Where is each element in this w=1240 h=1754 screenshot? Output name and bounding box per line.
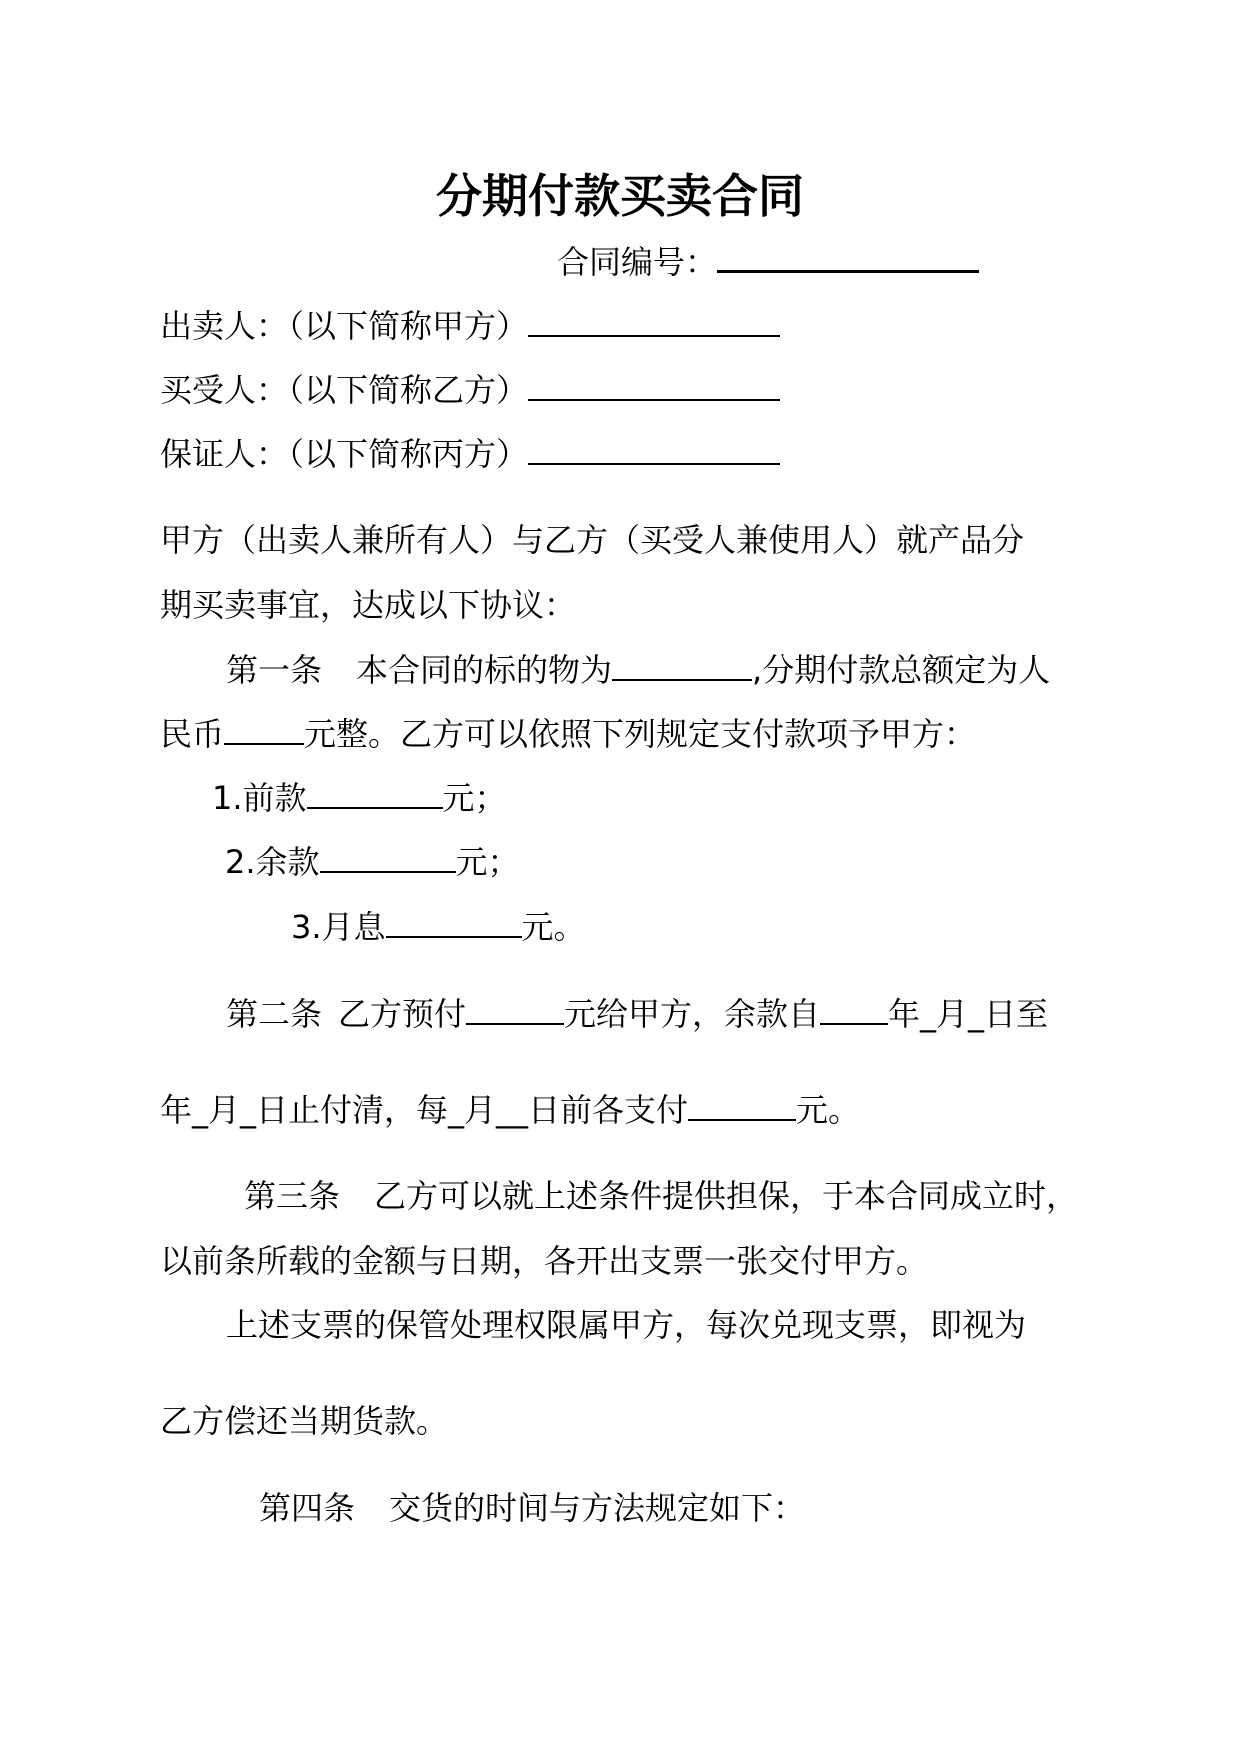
article1-text-c: 民币 (160, 715, 225, 753)
article2-text-d: 年_月_日止付清，每_月__日前各支付 (160, 1091, 689, 1129)
party-guarantor-blank[interactable] (528, 433, 780, 465)
party-seller-label: 出卖人：（以下简称甲方） (160, 307, 529, 345)
article2-text-a: 乙方预付 (338, 995, 467, 1033)
item-down-payment-unit: 元； (442, 779, 507, 817)
party-buyer-label: 买受人：（以下简称乙方） (160, 371, 529, 409)
party-guarantor-label: 保证人：（以下简称丙方） (160, 435, 529, 473)
article2-text-b: 元给甲方，余款自 (564, 995, 821, 1033)
item-balance (225, 841, 520, 882)
article4-heading: 第四条 (259, 1489, 356, 1527)
article3-line-4: 乙方偿还当期货款。 (160, 1402, 449, 1440)
prepayment-blank[interactable] (466, 993, 564, 1025)
article3-line-2: 以前条所载的金额与日期，各开出支票一张交付甲方。 (160, 1242, 929, 1280)
article1-text-a: 本合同的标的物为 (356, 651, 613, 689)
intro-line-1: 甲方（出卖人兼所有人）与乙方（买受人兼使用人）就产品分 (160, 521, 1025, 559)
monthly-interest-blank[interactable] (386, 906, 522, 938)
article2-line-2 (160, 1089, 860, 1130)
article3-heading: 第三条 (244, 1177, 341, 1215)
contract-number-blank[interactable] (717, 240, 979, 273)
item-down-payment-label: 1.前款 (212, 779, 307, 817)
party-buyer-row (160, 369, 780, 410)
article1-line-1 (226, 649, 1050, 690)
article2-text-c: 年_月_日至 (888, 995, 1049, 1033)
contract-number-row (557, 240, 979, 282)
article1-text-b: ,分期付款总额定为人 (752, 651, 1051, 689)
article3-text-1: 乙方可以就上述条件提供担保，于本合同成立时， (374, 1177, 1079, 1215)
article4-text: 交货的时间与方法规定如下： (389, 1489, 806, 1527)
party-guarantor-row (160, 433, 780, 474)
intro-line-2: 期买卖事宜，达成以下协议： (160, 586, 577, 624)
balance-blank[interactable] (320, 841, 456, 873)
article2-heading: 第二条 (226, 995, 323, 1033)
down-payment-blank[interactable] (307, 777, 443, 809)
article1-text-d: 元整。乙方可以依照下列规定支付款项予甲方： (304, 715, 977, 753)
party-seller-row (160, 305, 780, 346)
article1-heading: 第一条 (226, 651, 323, 689)
installment-blank[interactable] (688, 1089, 796, 1121)
contract-number-label: 合同编号： (557, 243, 718, 281)
item-balance-unit: 元； (455, 843, 520, 881)
item-monthly-interest-label: 3.月息 (291, 908, 386, 946)
article2-text-e: 元。 (796, 1091, 861, 1129)
item-monthly-interest-unit: 元。 (521, 908, 586, 946)
article4-line-1 (259, 1488, 805, 1528)
item-monthly-interest (291, 906, 586, 947)
party-seller-blank[interactable] (528, 305, 780, 337)
start-year-blank[interactable] (820, 993, 888, 1025)
subject-matter-blank[interactable] (612, 649, 752, 681)
item-down-payment (212, 777, 507, 818)
article1-line-2 (160, 713, 976, 754)
party-buyer-blank[interactable] (528, 369, 780, 401)
article3-line-3: 上述支票的保管处理权限属甲方，每次兑现支票，即视为 (226, 1306, 1027, 1344)
article3-line-1 (244, 1176, 1078, 1216)
article2-line-1 (226, 993, 1048, 1034)
page-title: 分期付款买卖合同 (436, 169, 804, 223)
item-balance-label: 2.余款 (225, 843, 320, 881)
total-amount-blank[interactable] (224, 713, 304, 745)
